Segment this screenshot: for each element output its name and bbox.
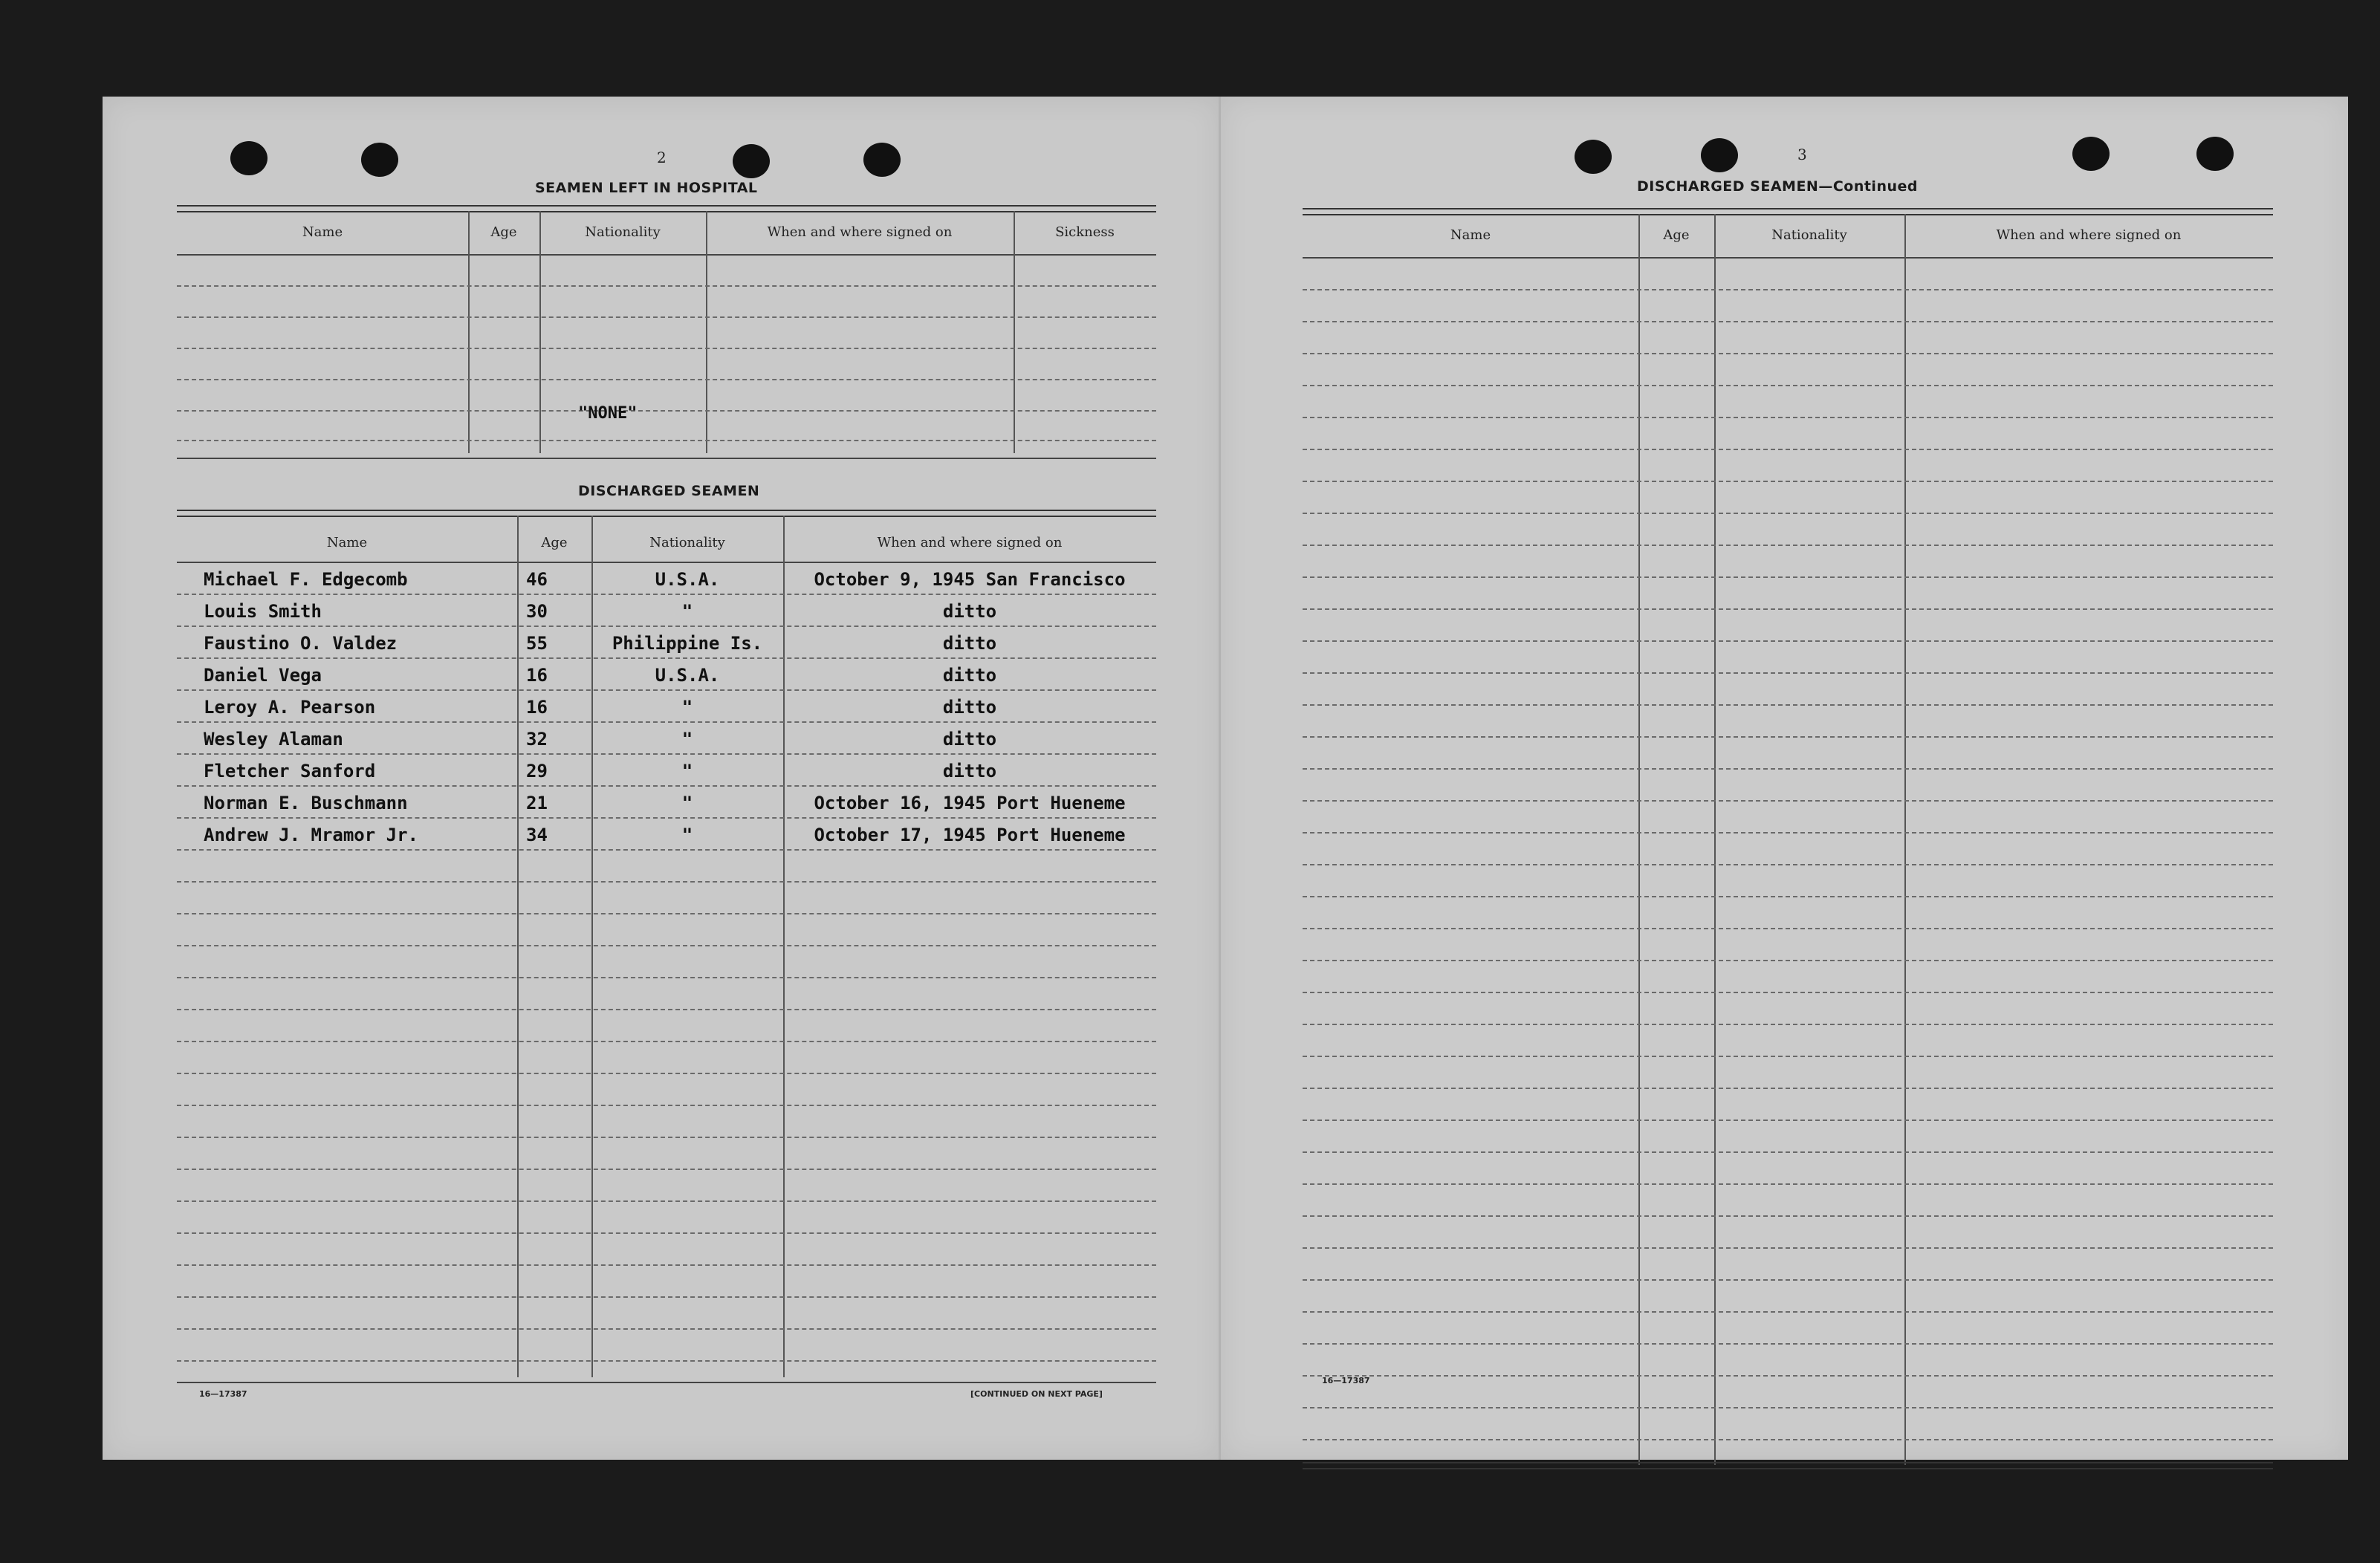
row-rule <box>1303 608 2273 610</box>
row-rule <box>1303 1279 2273 1281</box>
cell-name: Wesley Alaman <box>204 729 343 750</box>
row-rule <box>1303 1311 2273 1313</box>
row-rule <box>1303 289 2273 290</box>
row-rule <box>1303 704 2273 706</box>
row-rule <box>177 849 1156 851</box>
row-rule <box>177 1296 1156 1298</box>
hospital-table <box>177 205 1156 455</box>
page-number: 3 <box>1797 146 1807 163</box>
row-rule <box>1303 736 2273 738</box>
cell-name: Norman E. Buschmann <box>204 793 408 813</box>
row-rule <box>1303 1375 2273 1377</box>
row-rule <box>1303 513 2273 514</box>
row-rule <box>1303 1056 2273 1057</box>
column-header-signed-on: When and where signed on <box>767 224 953 240</box>
form-number: 16—17387 <box>1322 1376 1370 1385</box>
punch-hole <box>2072 137 2110 171</box>
row-rule <box>1303 576 2273 578</box>
column-header-age: Age <box>541 535 568 550</box>
punch-hole <box>230 141 267 175</box>
cell-signed-on: ditto <box>942 761 997 782</box>
row-rule <box>1303 353 2273 354</box>
cell-nationality: U.S.A. <box>655 569 720 590</box>
row-rule <box>177 945 1156 946</box>
row-rule <box>1303 928 2273 929</box>
row-rule <box>1303 992 2273 993</box>
row-rule <box>177 977 1156 978</box>
row-rule <box>177 1041 1156 1042</box>
cell-name: Leroy A. Pearson <box>204 697 376 718</box>
cell-age: 34 <box>526 825 548 845</box>
column-header-name: Name <box>1450 227 1491 243</box>
row-rule <box>1303 1151 2273 1153</box>
cell-name: Faustino O. Valdez <box>204 633 398 654</box>
punch-hole <box>1701 138 1738 172</box>
cell-age: 46 <box>526 569 548 590</box>
row-rule <box>177 721 1156 723</box>
page-number: 2 <box>657 149 667 166</box>
hospital-section-title: SEAMEN LEFT IN HOSPITAL <box>535 180 758 196</box>
row-rule <box>1303 864 2273 865</box>
cell-nationality: " <box>681 825 693 845</box>
row-rule <box>1303 417 2273 418</box>
row-rule <box>177 1264 1156 1266</box>
column-header-nationality: Nationality <box>585 224 661 240</box>
discharged-continued-table <box>1303 208 2273 1465</box>
column-header-name: Name <box>302 224 343 240</box>
row-rule <box>1303 1439 2273 1440</box>
row-rule <box>177 913 1156 914</box>
row-rule <box>177 1137 1156 1138</box>
column-header-age: Age <box>490 224 517 240</box>
cell-age: 16 <box>526 697 548 718</box>
cell-nationality: Philippine Is. <box>612 633 763 654</box>
row-rule <box>1303 481 2273 482</box>
row-rule <box>177 1232 1156 1234</box>
row-rule <box>177 1200 1156 1202</box>
hospital-none-entry: "NONE" <box>578 404 638 423</box>
cell-name: Andrew J. Mramor Jr. <box>204 825 418 845</box>
cell-name: Louis Smith <box>204 601 322 622</box>
cell-name: Fletcher Sanford <box>204 761 376 782</box>
cell-signed-on: October 17, 1945 Port Hueneme <box>814 825 1126 845</box>
row-rule <box>1303 1343 2273 1345</box>
row-rule <box>1303 449 2273 450</box>
cell-name: Michael F. Edgecomb <box>204 569 408 590</box>
continued-note: [CONTINUED ON NEXT PAGE] <box>970 1389 1103 1399</box>
punch-hole <box>863 143 901 177</box>
row-rule <box>1303 321 2273 322</box>
cell-nationality: U.S.A. <box>655 665 720 686</box>
column-header-signed-on: When and where signed on <box>1996 227 2182 243</box>
cell-signed-on: ditto <box>942 729 997 750</box>
cell-signed-on: ditto <box>942 633 997 654</box>
row-rule <box>1303 1407 2273 1408</box>
row-rule <box>1303 1088 2273 1089</box>
row-rule <box>1303 1247 2273 1249</box>
row-rule <box>177 1360 1156 1362</box>
punch-hole <box>1575 140 1612 174</box>
row-rule <box>177 1073 1156 1074</box>
row-rule <box>1303 800 2273 802</box>
column-header-name: Name <box>326 535 368 550</box>
cell-age: 16 <box>526 665 548 686</box>
punch-hole <box>361 143 398 177</box>
form-number: 16—17387 <box>199 1389 247 1399</box>
discharged-continued-title: DISCHARGED SEAMEN—Continued <box>1637 178 1918 195</box>
cell-nationality: " <box>681 793 693 813</box>
cell-age: 30 <box>526 601 548 622</box>
column-header-nationality: Nationality <box>649 535 725 550</box>
row-rule <box>1303 960 2273 961</box>
column-header-sickness: Sickness <box>1055 224 1115 240</box>
row-rule <box>177 689 1156 691</box>
cell-signed-on: ditto <box>942 697 997 718</box>
discharged-table <box>177 510 1156 1379</box>
punch-hole <box>733 144 770 178</box>
row-rule <box>1303 545 2273 546</box>
cell-nationality: " <box>681 697 693 718</box>
row-rule <box>1303 1215 2273 1217</box>
cell-nationality: " <box>681 729 693 750</box>
row-rule <box>1303 1183 2273 1185</box>
row-rule <box>177 881 1156 883</box>
cell-signed-on: ditto <box>942 601 997 622</box>
cell-age: 32 <box>526 729 548 750</box>
row-rule <box>1303 640 2273 642</box>
row-rule <box>177 657 1156 659</box>
row-rule <box>1303 672 2273 674</box>
cell-name: Daniel Vega <box>204 665 322 686</box>
row-rule <box>177 1009 1156 1010</box>
row-rule <box>1303 1120 2273 1121</box>
row-rule <box>1303 1024 2273 1025</box>
cell-signed-on: ditto <box>942 665 997 686</box>
cell-age: 55 <box>526 633 548 654</box>
row-rule <box>1303 385 2273 386</box>
row-rule <box>177 817 1156 819</box>
right-page <box>1221 97 2348 1460</box>
cell-signed-on: October 16, 1945 Port Hueneme <box>814 793 1126 813</box>
cell-signed-on: October 9, 1945 San Francisco <box>814 569 1126 590</box>
column-header-age: Age <box>1663 227 1690 243</box>
row-rule <box>1303 832 2273 834</box>
column-header-signed-on: When and where signed on <box>877 535 1063 550</box>
row-rule <box>177 594 1156 595</box>
left-page <box>103 97 1221 1460</box>
row-rule <box>177 1105 1156 1106</box>
row-rule <box>177 1328 1156 1330</box>
cell-age: 29 <box>526 761 548 782</box>
row-rule <box>1303 768 2273 770</box>
row-rule <box>177 1169 1156 1170</box>
punch-hole <box>2196 137 2234 171</box>
column-header-nationality: Nationality <box>1771 227 1847 243</box>
row-rule <box>177 785 1156 787</box>
cell-age: 21 <box>526 793 548 813</box>
row-rule <box>1303 896 2273 897</box>
discharged-section-title: DISCHARGED SEAMEN <box>578 483 760 499</box>
cell-nationality: " <box>681 601 693 622</box>
row-rule <box>177 625 1156 627</box>
cell-nationality: " <box>681 761 693 782</box>
row-rule <box>177 753 1156 755</box>
